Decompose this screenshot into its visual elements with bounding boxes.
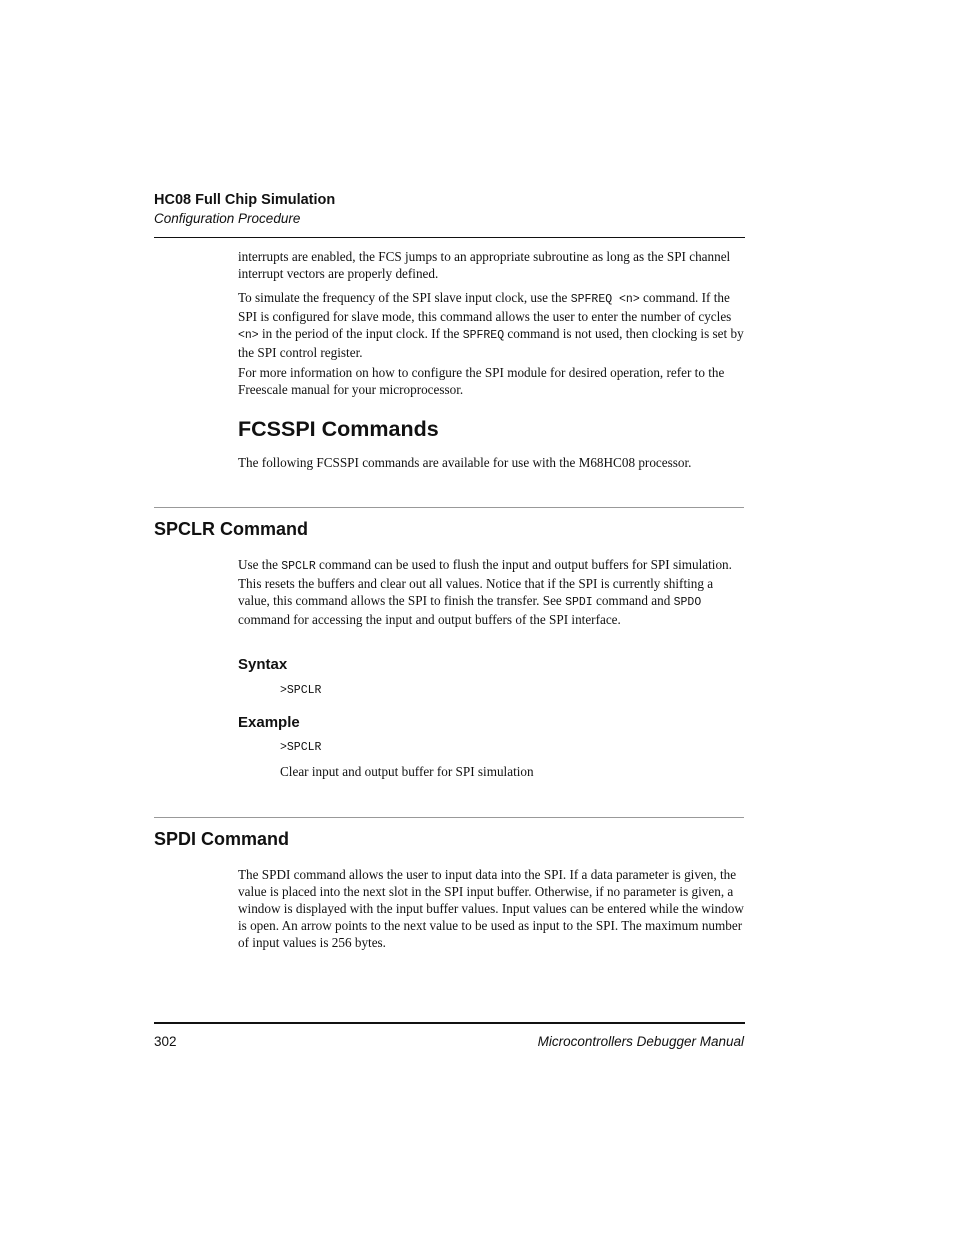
inline-code: SPDI — [565, 596, 593, 609]
running-header-subtitle: Configuration Procedure — [154, 211, 301, 226]
header-rule — [154, 237, 745, 238]
inline-code: SPFREQ — [462, 329, 505, 342]
syntax-heading: Syntax — [238, 656, 288, 673]
example-description: Clear input and output buffer for SPI simulation — [280, 764, 534, 779]
intro-paragraph-1: interrupts are enabled, the FCS jumps to an appropriate subroutine as long as the SPI channel interrupt vectors are properly defined. — [238, 249, 731, 281]
inline-code: <n> — [238, 329, 259, 342]
spclr-description: Use the SPCLR command can be used to flush the input and output buffers for SPI simulation. This resets the buffers and clear out all values. Notice that if the SPI is currently shifting a value, this command allows the SPI to finish the transfer. See SPDI command and SPDO command for accessing the input and output buffers of the SPI interface. — [238, 557, 732, 627]
intro-paragraph-3: For more information on how to configure the SPI module for desired operation, refer to the Freescale manual for your microprocessor. — [238, 365, 725, 397]
fcsspi-intro-text: The following FCSSPI commands are available for use with the M68HC08 processor. — [238, 455, 692, 470]
inline-code: SPFREQ <n> — [570, 293, 640, 306]
inline-code: SPDO — [673, 596, 702, 609]
syntax-code: >SPCLR — [280, 684, 322, 697]
page-number: 302 — [154, 1034, 177, 1049]
example-heading: Example — [238, 714, 300, 731]
spdi-description: The SPDI command allows the user to input data into the SPI. If a data parameter is given, the value is placed into the next slot in the SPI input buffer. Otherwise, if no parameter is given, a window is displayed with the input buffer values. Input values can be entered while the window is open. An arrow points to the next value to be used as input to the SPI. The maximum number of input values is 256 bytes. — [238, 867, 744, 950]
section-heading-spclr: SPCLR Command — [154, 519, 309, 539]
section-heading-spdi: SPDI Command — [154, 829, 290, 849]
manual-title: Microcontrollers Debugger Manual — [537, 1034, 744, 1049]
section-separator — [154, 507, 744, 508]
inline-code: SPCLR — [281, 560, 316, 573]
footer-rule — [154, 1022, 745, 1024]
section-separator — [154, 817, 744, 818]
running-header-title: HC08 Full Chip Simulation — [154, 192, 336, 208]
section-heading-fcsspi: FCSSPI Commands — [238, 417, 439, 441]
intro-paragraph-2: To simulate the frequency of the SPI slave input clock, use the SPFREQ <n> command. If the SPI is configured for slave mode, this command allows the user to enter the number of cycles <n> in the period of the input clock. If the SPFREQ command is not used, then clocking is set by the SPI control register. — [238, 290, 744, 360]
example-code: >SPCLR — [280, 741, 322, 754]
